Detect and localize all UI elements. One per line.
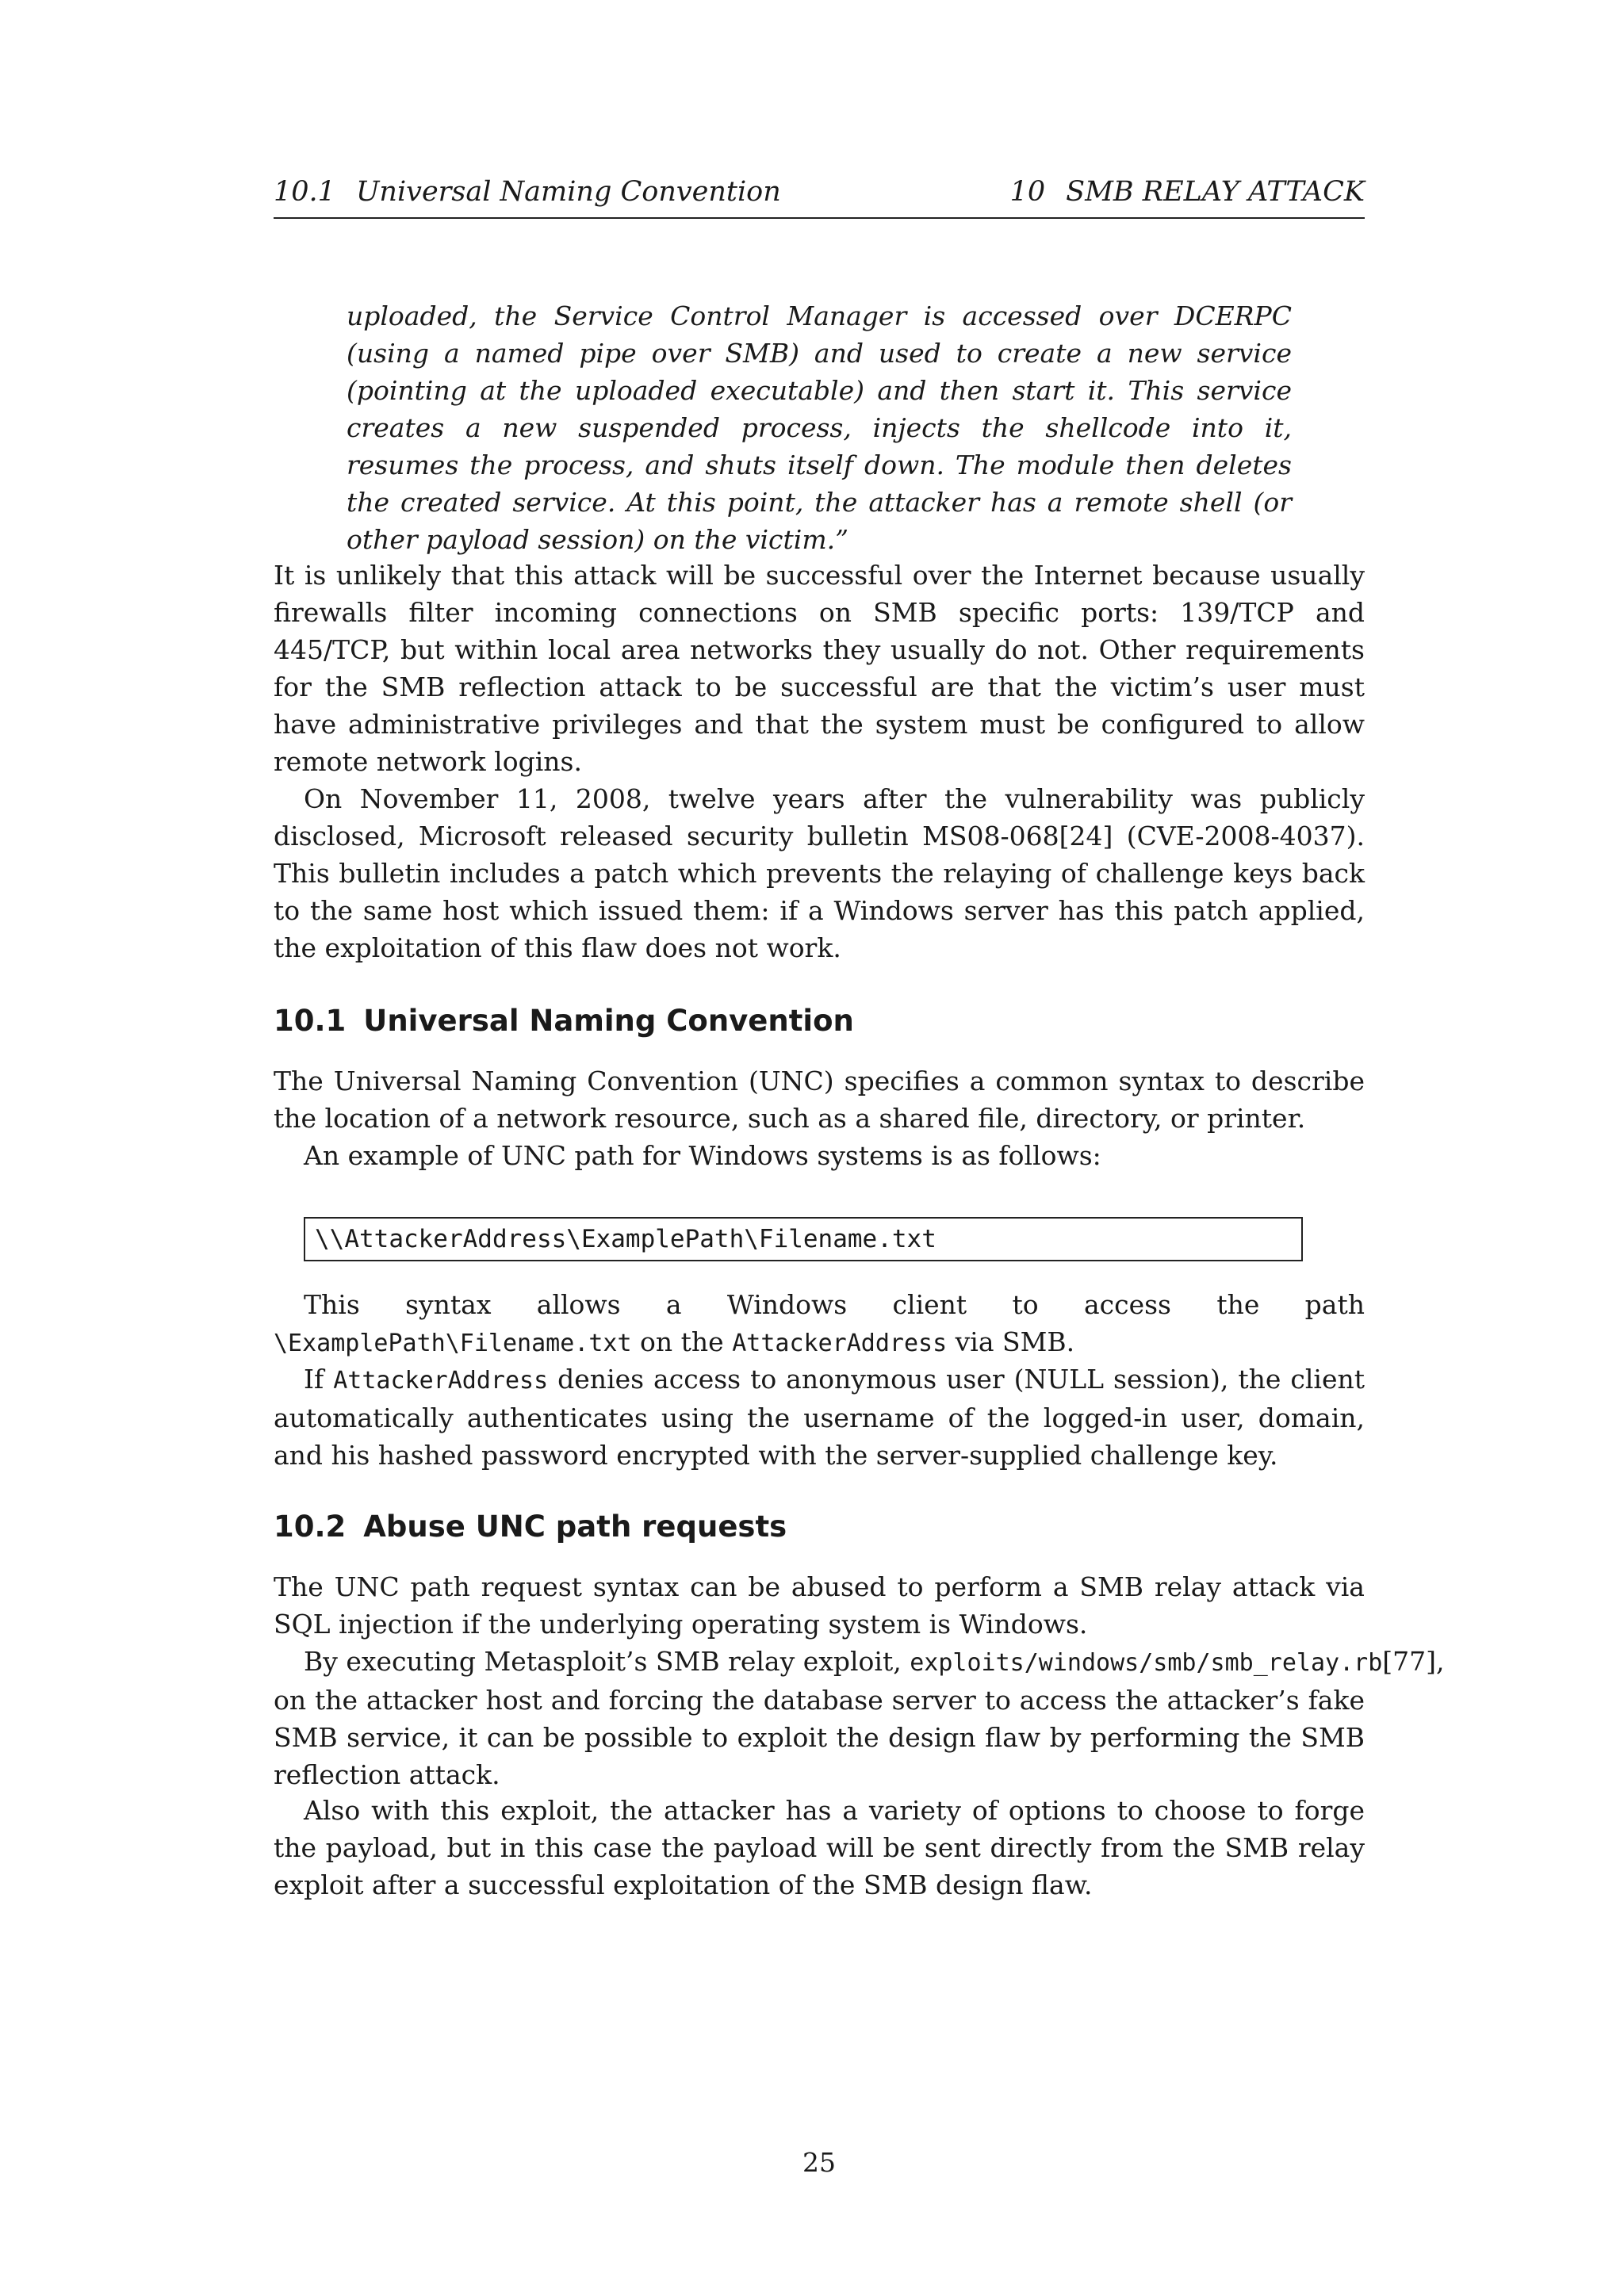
text-fragment: If: [304, 1364, 324, 1395]
text-fragment: on the: [640, 1326, 724, 1357]
paragraph-metasploit-exploit: [274, 1643, 1445, 1793]
paragraph-unc-syntax: [274, 1286, 1365, 1362]
page-number: 25: [802, 2147, 836, 2178]
header-chapter-number: 10: [1009, 176, 1046, 208]
running-header: [274, 176, 1365, 219]
header-section-number: 10.1: [274, 176, 335, 208]
inline-code-host: AttackerAddress: [333, 1367, 549, 1395]
header-right: [1010, 176, 1365, 208]
section-number: 10.1: [274, 1004, 347, 1038]
paragraph-abuse-intro: The UNC path request syntax can be abused to perform a SMB relay attack via SQL injection if the underlying operating system is Windows.: [274, 1571, 1365, 1640]
citation: [77],: [1382, 1646, 1445, 1677]
header-section-title: Universal Naming Convention: [355, 176, 781, 208]
text-fragment: on the attacker host and forcing the database server to access the attacker’s fake SMB service, it can be possible to exploit the design flaw by performing the SMB reflection attack.: [274, 1685, 1365, 1790]
paragraph-unc-example-intro: An example of UNC path for Windows systems is as follows:: [304, 1140, 1101, 1171]
section-title: Abuse UNC path requests: [363, 1510, 787, 1544]
section-title: Universal Naming Convention: [363, 1004, 854, 1038]
header-chapter-title: SMB RELAY ATTACK: [1066, 176, 1365, 208]
document-page: [274, 0, 1445, 2296]
paragraph-ms08-068: On November 11, 2008, twelve years after the vulnerability was publicly disclosed, Microsoft released security bulletin MS08-068[24] (CVE-2008-4037). This bulletin includes a patch which prevents the relaying of challenge keys back to the same host which issued them: if a Windows server has this patch applied, the exploitation of this flaw does not work.: [274, 783, 1365, 963]
block-quote: uploaded, the Service Control Manager is accessed over DCERPC (using a named pipe over SMB) and used to create a new service (pointing at the uploaded executable) and then start it. This service creates a new suspended process, injects the shellcode into it, resumes the process, and shuts itself down. The module then deletes the created service. At this point, the attacker has a remote shell (or other payload session) on the victim.”: [347, 300, 1292, 555]
text-fragment: denies access to anonymous user (NULL session), the client automatically authenticates using the username of the logged-in user, domain, and his hashed password encrypted with the server-supplied challenge key.: [274, 1364, 1365, 1471]
inline-code-exploit: exploits/windows/smb/smb_relay.rb: [910, 1649, 1383, 1677]
paragraph-unc-definition: The Universal Naming Convention (UNC) specifies a common syntax to describe the location of a network resource, such as a shared file, directory, or printer.: [274, 1066, 1365, 1134]
section-heading-unc: [274, 1004, 854, 1038]
section-heading-abuse: [274, 1510, 787, 1544]
exploit-line: [274, 1643, 1445, 1682]
text-fragment: This syntax allows a Windows client to access the path: [304, 1289, 1365, 1320]
header-left: [274, 176, 781, 208]
inline-code-host: AttackerAddress: [732, 1330, 948, 1357]
paragraph-internet-attack: It is unlikely that this attack will be successful over the Internet because usually firewalls filter incoming connections on SMB specific ports: 139/TCP and 445/TCP, but within local area networks they usually do not. Other requirements for the SMB reflection attack to be successful are that the victim’s user must have administrative privileges and that the system must be configured to allow remote network logins.: [274, 560, 1365, 777]
text-fragment: By executing Metasploit’s SMB relay exploit,: [304, 1646, 902, 1677]
section-number: 10.2: [274, 1510, 347, 1544]
paragraph-unc-authentication: [274, 1360, 1365, 1474]
unc-code-example: \\AttackerAddress\ExamplePath\Filename.txt: [304, 1217, 1303, 1261]
text-fragment: via SMB.: [955, 1326, 1075, 1357]
inline-code-path: \ExamplePath\Filename.txt: [274, 1330, 632, 1357]
paragraph-payload-options: Also with this exploit, the attacker has a variety of options to choose to forge the payload, but in this case the payload will be sent directly from the SMB relay exploit after a successful exploitation of the SMB design flaw.: [274, 1795, 1365, 1900]
